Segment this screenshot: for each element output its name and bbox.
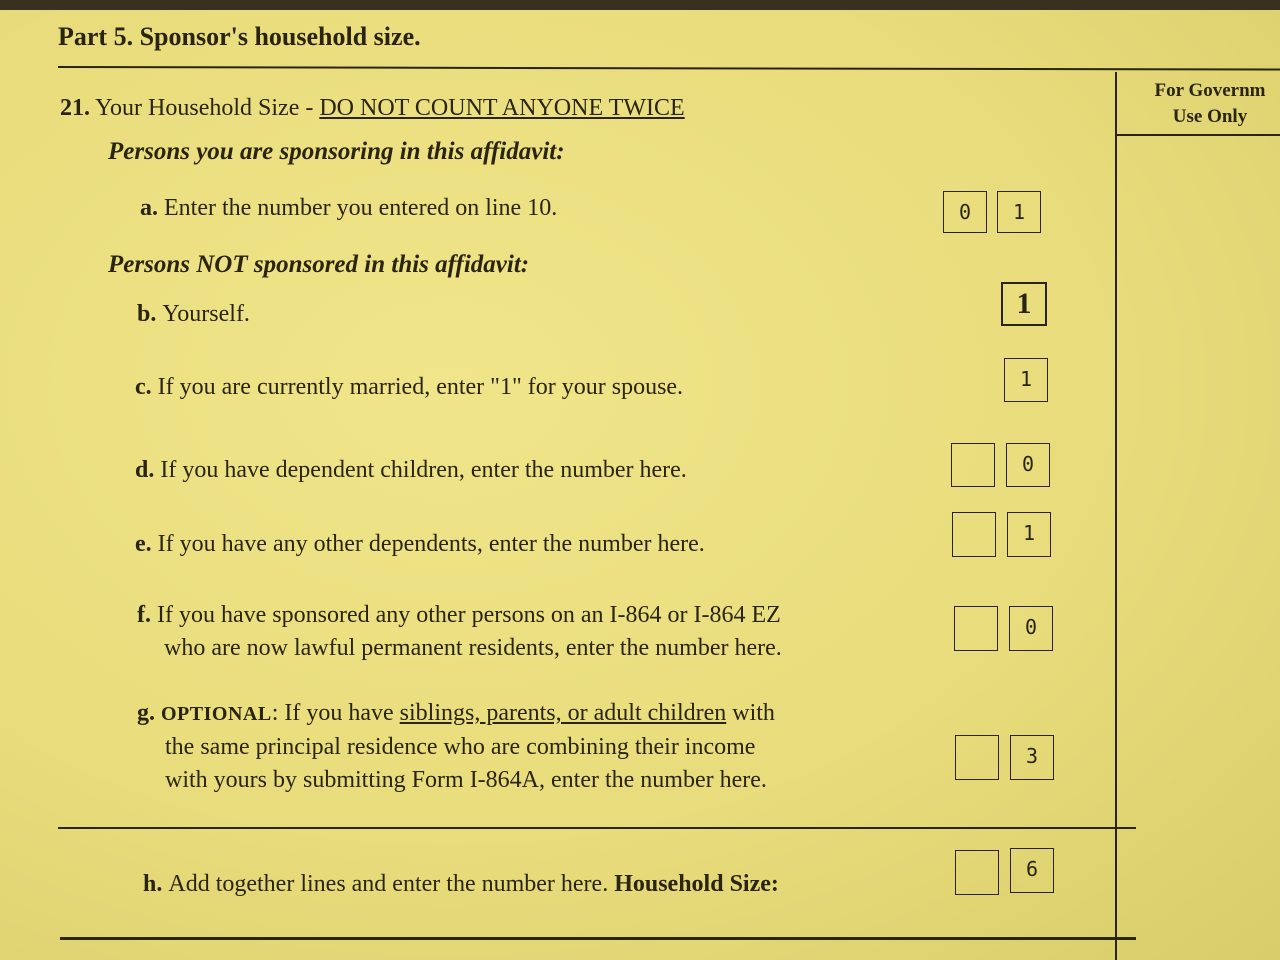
line-e-box-tens[interactable] [952, 512, 996, 557]
section-sponsoring: Persons you are sponsoring in this affidavit: [108, 138, 565, 165]
divider-bottom [60, 937, 1136, 940]
divider-before-total [58, 827, 1136, 829]
line-d-letter: d. [135, 457, 155, 483]
gov-column-divider [1117, 134, 1280, 136]
line-c-letter: c. [135, 374, 152, 400]
line-g-box-ones[interactable]: 3 [1010, 735, 1054, 780]
government-use-label [1140, 78, 1280, 130]
line-g-box-tens[interactable] [955, 735, 999, 780]
line-a-box-tens[interactable]: 0 [943, 191, 987, 233]
section-not-sponsored: Persons NOT sponsored in this affidavit: [108, 251, 530, 278]
line-f [137, 599, 782, 665]
line-b [137, 298, 250, 331]
line-c-box[interactable]: 1 [1004, 358, 1048, 402]
line-h-box-tens[interactable] [955, 850, 999, 895]
household-size-label: Household Size: [614, 871, 779, 897]
gov-label-line1: For Governm [1154, 80, 1266, 101]
line-g-text2: the same principal residence who are combining their income [165, 734, 756, 760]
line-d-box-tens[interactable] [951, 443, 995, 487]
line-d [135, 454, 687, 487]
line-a [140, 192, 557, 225]
question-emphasis: DO NOT COUNT ANYONE TWICE [319, 95, 685, 121]
line-e-text: If you have any other dependents, enter the number here. [157, 531, 705, 557]
divider-header [58, 66, 1280, 71]
line-b-text: Yourself. [162, 301, 250, 327]
question-text: Your Household Size - [95, 95, 314, 121]
line-g-relatives: siblings, parents, or adult children [399, 700, 727, 726]
line-a-box-ones[interactable]: 1 [997, 191, 1041, 233]
line-f-box-ones[interactable]: 0 [1009, 606, 1053, 651]
line-d-text: If you have dependent children, enter the number here. [160, 457, 687, 483]
line-b-box[interactable]: 1 [1001, 282, 1047, 326]
line-c [135, 371, 683, 404]
line-h-letter: h. [143, 871, 163, 897]
line-h-box-ones[interactable]: 6 [1010, 848, 1054, 893]
line-f-box-tens[interactable] [954, 606, 998, 651]
line-d-box-ones[interactable]: 0 [1006, 443, 1050, 487]
question-21 [60, 95, 685, 122]
line-f-letter: f. [137, 602, 151, 628]
line-g-optional: OPTIONAL [161, 703, 272, 725]
line-a-letter: a. [140, 195, 158, 221]
line-e [135, 528, 705, 561]
line-g-letter: g. [137, 700, 155, 726]
gov-label-line2: Use Only [1172, 106, 1248, 127]
line-g-text1-post: with [732, 700, 775, 726]
line-e-letter: e. [135, 531, 152, 557]
line-h [143, 868, 779, 901]
line-b-letter: b. [137, 301, 157, 327]
line-f-text2: who are now lawful permanent residents, enter the number here. [164, 635, 782, 661]
line-e-box-ones[interactable]: 1 [1007, 512, 1051, 557]
line-a-text: Enter the number you entered on line 10. [164, 195, 558, 221]
part-title: Part 5. Sponsor's household size. [58, 22, 421, 51]
page-top-edge [0, 0, 1280, 10]
line-f-text1: If you have sponsored any other persons on an I-864 or I-864 EZ [157, 602, 781, 628]
question-number: 21. [60, 95, 90, 121]
line-g-text3: with yours by submitting Form I-864A, enter the number here. [165, 767, 767, 793]
line-g-text1-pre: : If you have [271, 700, 394, 726]
line-c-text: If you are currently married, enter "1" for your spouse. [157, 374, 684, 400]
line-g [137, 697, 775, 797]
line-h-text: Add together lines and enter the number here. [168, 871, 609, 897]
